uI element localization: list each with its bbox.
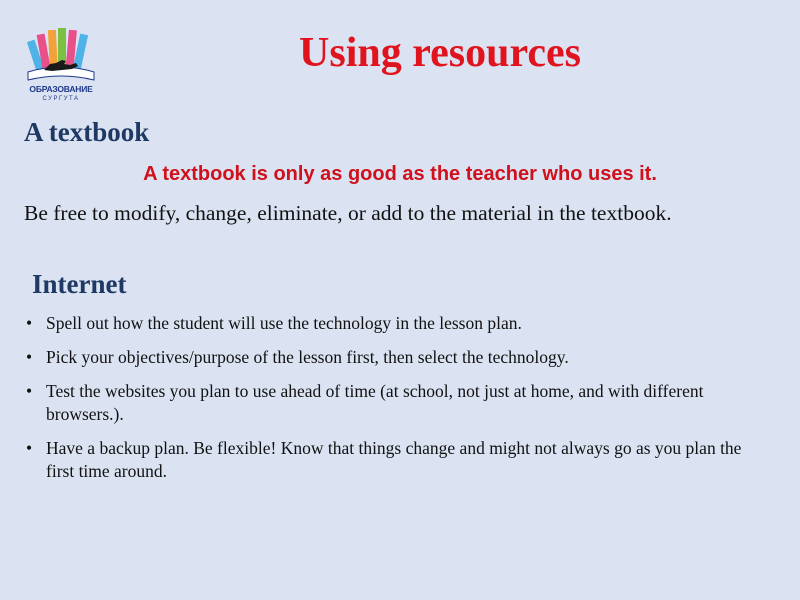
- logo-text-line2: СУРГУТА: [42, 96, 80, 102]
- list-item-text: Have a backup plan. Be flexible! Know that things change and might not always go as you plan the first time around.: [46, 438, 742, 481]
- list-item: [24, 346, 768, 369]
- list-item: [24, 380, 768, 426]
- bullet-icon: •: [26, 438, 33, 458]
- logo: [22, 22, 100, 110]
- logo-text-line1: ОБРАЗОВАНИЕ: [29, 84, 93, 94]
- list-item-text: Spell out how the student will use the technology in the lesson plan.: [46, 313, 522, 333]
- list-item: [24, 437, 768, 483]
- bullet-icon: •: [26, 347, 33, 367]
- textbook-paragraph: Be free to modify, change, eliminate, or add to the material in the textbook.: [24, 201, 672, 225]
- list-item: [24, 312, 768, 335]
- textbook-heading: A textbook: [24, 117, 150, 147]
- list-item-text: Test the websites you plan to use ahead of time (at school, not just at home, and with different browsers.).: [46, 381, 704, 424]
- bullet-icon: •: [26, 313, 33, 333]
- textbook-quote: A textbook is only as good as the teacher who uses it.: [143, 163, 657, 185]
- slide-title: Using resources: [299, 30, 581, 76]
- bullet-icon: •: [26, 381, 33, 401]
- list-item-text: Pick your objectives/purpose of the lesson first, then select the technology.: [46, 347, 569, 367]
- internet-bullet-list: [24, 312, 768, 494]
- logo-books-icon: [22, 22, 100, 84]
- internet-heading: Internet: [32, 269, 127, 299]
